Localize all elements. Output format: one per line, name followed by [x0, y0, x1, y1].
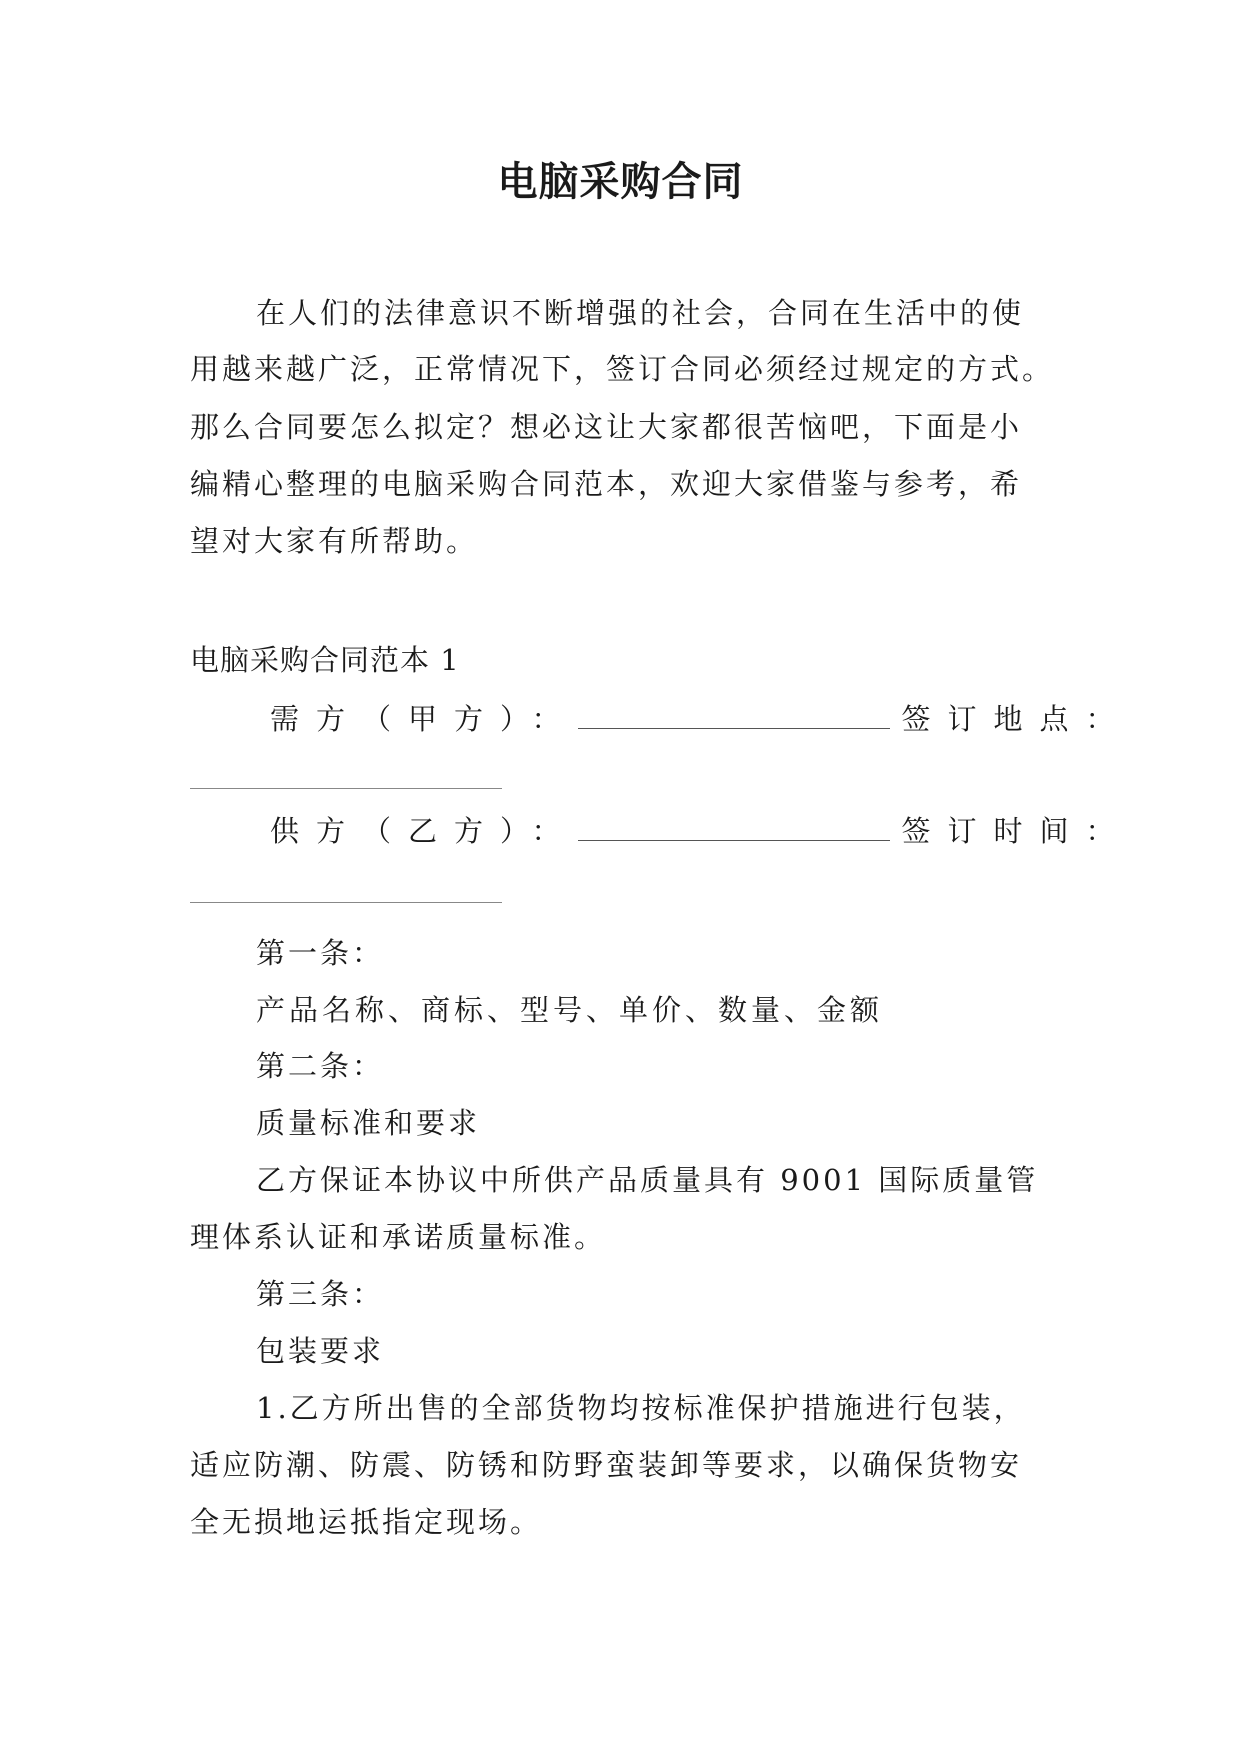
- clause-3-body-line-1: 1.乙方所出售的全部货物均按标准保护措施进行包装，: [256, 1391, 1026, 1425]
- clause-2-subtitle: 质量标准和要求: [256, 1106, 481, 1140]
- seller-row: [270, 811, 1132, 851]
- clause-3-body-line-3: 全无损地运抵指定现场。: [190, 1505, 543, 1539]
- sign-time-label: 签订时间：: [901, 814, 1132, 848]
- clause-2-body-line-1: 乙方保证本协议中所供产品质量具有 9001 国际质量管: [256, 1163, 1039, 1197]
- clause-2-body-line-2: 理体系认证和承诺质量标准。: [190, 1220, 607, 1254]
- seller-blank[interactable]: [578, 814, 890, 841]
- clause-3-body-line-2: 适应防潮、防震、防锈和防野蛮装卸等要求，以确保货物安: [190, 1448, 1023, 1482]
- clause-3-subtitle: 包装要求: [256, 1334, 385, 1368]
- intro-line-4: 编精心整理的电脑采购合同范本，欢迎大家借鉴与参考，希: [190, 467, 1023, 501]
- buyer-row: [270, 699, 1132, 739]
- buyer-label: 需方（甲方）：: [270, 702, 578, 736]
- intro-line-2: 用越来越广泛，正常情况下，签订合同必须经过规定的方式。: [190, 352, 1055, 386]
- sample-heading: 电脑采购合同范本 1: [190, 643, 460, 677]
- intro-line-1: 在人们的法律意识不断增强的社会，合同在生活中的使: [256, 296, 1025, 330]
- intro-line-3: 那么合同要怎么拟定？想必这让大家都很苦恼吧，下面是小: [190, 410, 1023, 444]
- clause-1-body: 产品名称、商标、型号、单价、数量、金额: [256, 993, 884, 1027]
- sign-place-blank[interactable]: [190, 788, 502, 789]
- buyer-blank[interactable]: [578, 702, 890, 729]
- document-title: 电脑采购合同: [497, 159, 744, 205]
- seller-label: 供方（乙方）：: [270, 814, 578, 848]
- clause-1-title: 第一条：: [256, 936, 385, 970]
- sign-time-blank[interactable]: [190, 902, 502, 903]
- clause-3-title: 第三条：: [256, 1277, 385, 1311]
- sign-place-label: 签订地点：: [901, 702, 1132, 736]
- clause-2-title: 第二条：: [256, 1049, 385, 1083]
- intro-line-5: 望对大家有所帮助。: [190, 524, 479, 558]
